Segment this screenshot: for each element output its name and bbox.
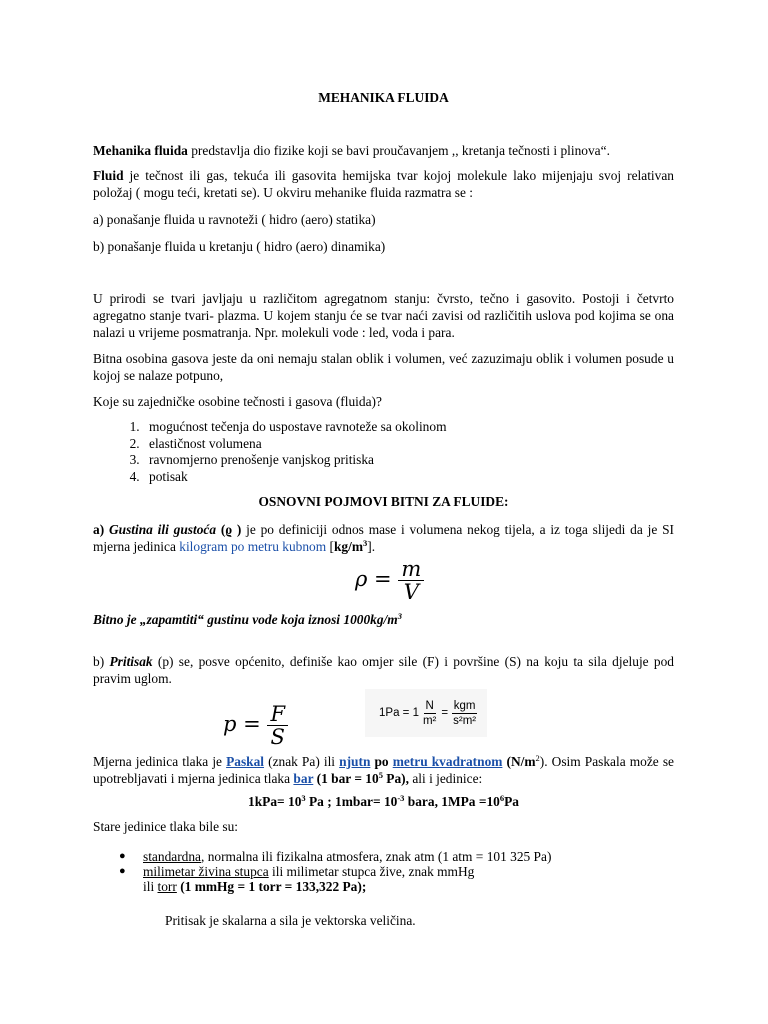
conv-b: Pa ; 1mbar= 10 [305, 794, 398, 809]
density-text: je po definiciji odnos mase i volumena nekog tijela, a iz toga slijedi da je SI mjerna jedinica [93, 522, 674, 554]
unit-text-7: ali i jedinice: [408, 771, 483, 786]
pascal-link[interactable]: Paskal [226, 754, 265, 769]
list-item: 1. mogućnost tečenja do uspostave ravnoteže sa okolinom [143, 419, 674, 436]
density-unit: kg/m [333, 539, 364, 554]
intro-text: predstavlja dio fizike koji se bavi proučavanjem ,, kretanja tečnosti i plinova“. [187, 143, 610, 158]
standard-atmosphere-text: , normalna ili fizikalna atmosfera, znak atm (1 atm = 101 325 Pa) [201, 849, 552, 864]
unit-text-6a: (1 bar = 10 [313, 771, 379, 786]
bullet-icon: ● [119, 850, 126, 862]
conv-c-exp: 6 [499, 793, 505, 803]
density-label: a) [93, 522, 105, 537]
density-unit-close: ]. [367, 539, 376, 554]
states-paragraph: U prirodi se tvari javljaju u različitom agregatnom stanju: čvrsto, tečno i gasovito. Postoji i četvrto agregatno stanje tvari- plazma. U kojem stanju će se tvar naći zavisi od različitih uslova pod kojima se ona nalazi u vrijeme posmatranja. Npr. molekuli vode : led, voda i para. [93, 291, 674, 340]
fluid-text: je tečnost ili gas, tekuća ili gasovita hemijska tvar kojoj molekule lako mijenjaju svoj relativan položaj ( mogu teći, kretati se). U okviru mehanike fluida razmatra se : [93, 168, 674, 200]
list-item: 4. potisak [143, 469, 674, 486]
unit-eq-sign: = [441, 707, 449, 719]
conv-d: Pa [504, 794, 519, 809]
list-item: 3. ravnomjerno prenošenje vanjskog pritiska [143, 452, 674, 469]
density-paragraph [93, 521, 674, 555]
mmhg-link[interactable]: milimetar živina stupca [143, 864, 269, 879]
list-item: 2. elastičnost volumena [143, 436, 674, 453]
formula-eq: = [243, 712, 261, 736]
intro-paragraph [93, 142, 674, 159]
unit-fraction-2 [451, 699, 478, 728]
conv-a-exp: 3 [301, 793, 306, 803]
section-heading: OSNOVNI POJMOVI BITNI ZA FLUIDE: [258, 494, 509, 509]
formula-lhs: p [223, 712, 237, 736]
water-note-text: Bitno je „zapamtiti“ gustinu vode koja iznosi 1000kg/m [93, 612, 398, 627]
intro-term: Mehanika fluida [93, 143, 188, 158]
conv-c: bara, 1MPa =10 [404, 794, 500, 809]
density-unit-link[interactable]: kilogram po metru kubnom [179, 539, 327, 554]
closing-sentence: Pritisak je skalarna a sila je vektorska veličina. [165, 913, 416, 928]
unit-text-1: Mjerna jedinica tlaka je [93, 754, 227, 769]
water-note-exp: 3 [397, 611, 402, 621]
density-symbol-close: ) [232, 522, 242, 537]
old-units-list-wrapper [93, 849, 674, 894]
torr-prefix: ili [143, 879, 158, 894]
conv-a: 1kPa= 10 [248, 794, 302, 809]
unit-text-3: po [370, 754, 393, 769]
torr-link[interactable]: torr [157, 879, 177, 894]
unit-eq-lhs: 1Pa = 1 [379, 707, 419, 719]
unit-den-1: m² [422, 714, 437, 727]
bar-link[interactable]: bar [293, 771, 314, 786]
pressure-paragraph [93, 653, 674, 687]
density-formula [355, 558, 424, 603]
unit-text-4-exp: 2 [535, 753, 540, 763]
fluid-term: Fluid [93, 168, 124, 183]
pressure-text: (p) se, posve općenito, definiše kao omjer sile (F) i površine (S) na koju ta sila djeluje pod pravim uglom. [93, 654, 674, 686]
unit-text-6b: Pa), [382, 771, 409, 786]
pressure-label: b) [93, 654, 105, 669]
fluid-definition [93, 167, 674, 201]
unit-text-5: ). Osim Paskala može se upotrebljavati i mjerna jedinica tlaka [93, 754, 674, 786]
list-item [119, 849, 674, 864]
formula-eq: = [374, 567, 392, 591]
torr-text: (1 mmHg = 1 torr = 133,322 Pa); [176, 879, 367, 894]
water-density-note [93, 611, 674, 628]
properties-list [93, 419, 674, 485]
unit-den-2: s²m² [453, 714, 477, 727]
pressure-formula [223, 703, 288, 748]
item-b: b) ponašanje fluida u kretanju ( hidro (aero) dinamika) [93, 239, 386, 254]
question: Koje su zajedničke osobine tečnosti i gasova (fluida)? [93, 394, 382, 409]
newton-link[interactable]: njutn [339, 754, 371, 769]
density-term: Gustina ili gustoća [108, 522, 217, 537]
square-meter-link[interactable]: metru kvadratnom [392, 754, 503, 769]
unit-text-4: (N/m [502, 754, 536, 769]
pressure-term: Pritisak [109, 654, 153, 669]
bullet-icon: ● [119, 865, 126, 877]
unit-conversions [93, 794, 674, 810]
list-item [119, 864, 674, 894]
standard-atmosphere-link[interactable]: standardna [143, 849, 202, 864]
formula-fraction [398, 558, 424, 603]
pascal-unit-equation [365, 689, 487, 737]
density-unit-exp: 3 [363, 538, 368, 548]
formula-denominator: V [403, 580, 419, 604]
unit-text-6-exp: 5 [378, 770, 383, 780]
unit-text-2: (znak Pa) ili [264, 754, 340, 769]
formula-fraction [267, 703, 288, 748]
gas-paragraph: Bitna osobina gasova jeste da oni nemaju stalan oblik i volumen, već zazuzimaju oblik i volumen posude u kojoj se nalaze potpuno, [93, 351, 674, 383]
formula-lhs: ρ [355, 567, 368, 591]
unit-num-1: N [425, 699, 434, 712]
unit-fraction-1 [421, 699, 438, 728]
unit-num-2: kgm [453, 699, 476, 712]
properties-list-wrapper [93, 419, 674, 485]
mmhg-text: ili milimetar stupca žive, znak mmHg [268, 864, 475, 879]
formula-denominator: S [270, 725, 285, 749]
density-symbol-open: ( [216, 522, 226, 537]
density-symbol: ϱ [225, 522, 233, 537]
old-units-list [93, 849, 674, 894]
unit-paragraph [93, 753, 674, 787]
page-title: MEHANIKA FLUIDA [318, 90, 449, 105]
conv-b-exp: -3 [397, 793, 405, 803]
density-unit-open: [ [326, 539, 334, 554]
old-units-intro: Stare jedinice tlaka bile su: [93, 819, 239, 834]
formula-numerator: m [398, 558, 424, 581]
item-a: a) ponašanje fluida u ravnoteži ( hidro (aero) statika) [93, 212, 376, 227]
formula-numerator: F [267, 703, 288, 726]
